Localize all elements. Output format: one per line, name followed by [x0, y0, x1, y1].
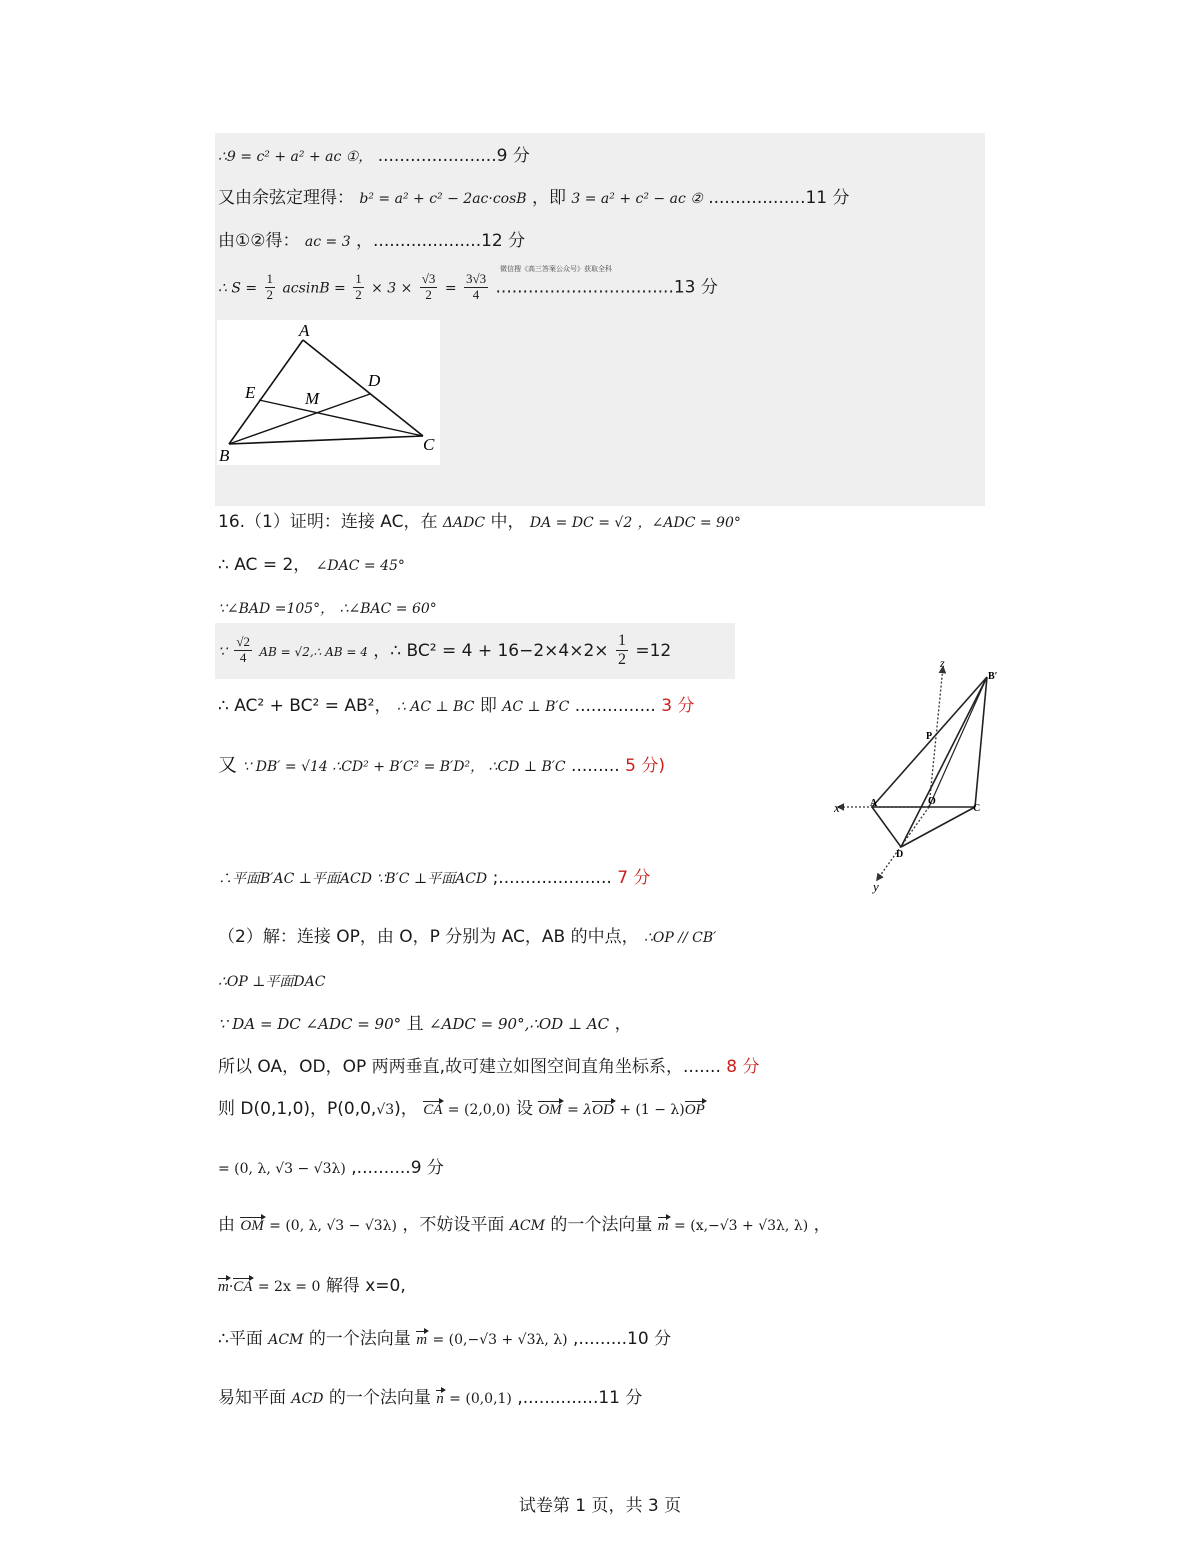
equation: = (2,0,0)	[447, 1102, 511, 1118]
q2-line-2	[218, 973, 325, 990]
q16-line-7	[218, 870, 650, 887]
label: 且	[406, 1014, 424, 1034]
label: 又	[218, 754, 238, 776]
watermark-text: 微信搜《高三答案公众号》获取全科	[500, 265, 612, 273]
label-E: E	[245, 383, 256, 402]
equation: ∴ AC² + BC² = AB²，	[218, 696, 392, 716]
edge-AB1	[872, 677, 987, 807]
label: 则 D(0,1,0)，P(0,0,	[218, 1099, 377, 1119]
label: 由①②得：	[218, 231, 300, 251]
fraction-half: $\frac{1}{2}$	[617, 632, 626, 669]
q2-line-4	[218, 1059, 760, 1076]
label: ，即	[531, 188, 566, 208]
equation: ∴ S =	[218, 280, 258, 297]
q2-line-7	[218, 1217, 831, 1234]
label-B: B	[219, 446, 230, 465]
score-dots: ,..........9 分	[351, 1158, 444, 1178]
label: 的一个法向量	[328, 1388, 431, 1408]
score-dots: ,..............11 分	[517, 1388, 643, 1408]
label: 所以 OA，OD，OP 两两垂直,故可建立如图空间直角坐标系，.......	[218, 1057, 721, 1077]
label: 易知平面	[218, 1388, 286, 1408]
line-12-points	[218, 233, 525, 250]
score-red: 5 分)	[625, 756, 665, 776]
score-dots: ，....................12 分	[356, 231, 526, 251]
score-red: 7 分	[617, 868, 651, 888]
equation: ，∠ADC = 90°	[637, 515, 741, 531]
label-z: z	[940, 656, 945, 670]
equation: ，∴ BC² = 4 + 16−2×4×2×	[373, 640, 609, 661]
edge-DC	[901, 807, 975, 847]
q2-line-5	[218, 1101, 705, 1118]
label: 解得 x=0,	[325, 1276, 406, 1296]
line-11-points	[218, 190, 850, 207]
plane-name: ACM	[268, 1332, 304, 1348]
score-dots: .........	[571, 756, 620, 776]
label: 由	[218, 1215, 235, 1235]
equation: ∴ AC ⊥ BC	[396, 699, 475, 715]
equation: = 2x = 0	[257, 1279, 321, 1295]
score-dots: ...............	[574, 696, 656, 716]
vector-CA: CA	[423, 1102, 443, 1118]
label-O: O	[928, 796, 936, 807]
equation: ·	[228, 1279, 234, 1295]
fraction-half: $\frac{1}{2}$	[266, 271, 274, 302]
vector-OP: OP	[684, 1102, 705, 1118]
label: ∴平面	[218, 1329, 263, 1349]
label: 的一个法向量	[308, 1329, 411, 1349]
score-dots: ;.....................	[492, 868, 612, 888]
vector-OD: OD	[592, 1102, 614, 1118]
score-dots: ..................11 分	[708, 188, 850, 208]
space-coordinate-figure	[832, 655, 1012, 895]
page-footer: 试卷第 1 页，共 3 页	[518, 1496, 682, 1516]
label-M: M	[305, 389, 320, 408]
segment-OB1	[929, 677, 987, 807]
vector-m: m	[218, 1279, 229, 1295]
vector-CA: CA	[233, 1279, 253, 1295]
q16-line-4	[218, 632, 671, 670]
label-x: x	[834, 800, 840, 815]
equation: AC ⊥ B′C	[502, 699, 570, 715]
equation: ac = 3	[304, 234, 351, 250]
score-red: 3 分	[661, 696, 695, 716]
equation: ΔADC	[442, 515, 486, 531]
label-A: A	[299, 321, 310, 340]
vector-m: m	[657, 1218, 669, 1234]
q2-line-1	[218, 929, 716, 946]
q16-line-2	[218, 557, 405, 574]
label: ，	[813, 1215, 831, 1235]
plane-name: ACD	[291, 1391, 324, 1407]
edge-DB1	[901, 677, 987, 847]
equation: ∵	[218, 643, 227, 660]
label-C: C	[973, 803, 981, 814]
q16-line-5	[218, 698, 694, 715]
fraction-sqrt2-over-4: $\frac{√2}{4}$	[236, 634, 250, 666]
equation: ∴9 = c² + a² + ac ①，	[218, 149, 373, 165]
vector-OM: OM	[240, 1218, 264, 1234]
equation: ∴OP ⊥平面DAC	[218, 974, 326, 990]
equation: =12	[635, 640, 672, 661]
label: ∴ AC = 2，	[218, 555, 311, 575]
q2-line-10	[218, 1390, 642, 1407]
line-13-points	[218, 272, 718, 303]
q2-line-3	[218, 1016, 632, 1033]
equation: =	[444, 280, 457, 297]
fraction-half: $\frac{1}{2}$	[355, 271, 362, 302]
equation: ∠ADC = 90°,∴OD ⊥ AC	[428, 1015, 610, 1033]
plane-name: ACM	[509, 1218, 545, 1234]
fraction-3sqrt3-over-4: $\frac{3√3}{4}$	[465, 271, 487, 302]
equation: = (x,−√3 + √3λ, λ)	[674, 1218, 809, 1234]
label-D: D	[368, 371, 381, 390]
label: 16.（1）证明：连接 AC，在	[218, 512, 438, 532]
label-B-prime: B′	[988, 671, 998, 682]
label-A: A	[870, 798, 878, 809]
score-dots: ......................9 分	[377, 146, 530, 166]
score-dots: ,.........10 分	[573, 1329, 672, 1349]
label: 即	[479, 696, 497, 716]
label-y: y	[873, 879, 879, 894]
equation: ∠DAC = 45°	[315, 558, 405, 574]
equation: = (0,0,1)	[449, 1391, 512, 1407]
triangle-figure	[217, 320, 440, 465]
q2-line-6	[218, 1160, 444, 1177]
equation: ∵ DA = DC ∠ADC = 90°	[218, 1015, 402, 1033]
vector-n: n	[436, 1391, 444, 1407]
equation: = (0, λ, √3 − √3λ)	[269, 1218, 397, 1234]
q16-line-1	[218, 514, 741, 531]
score-dots: .................................13 分	[495, 277, 718, 298]
equation: ∴平面B′AC ⊥平面ACD ∵B′C ⊥平面ACD	[218, 871, 488, 887]
score-red: 8 分	[726, 1057, 760, 1077]
q2-line-9	[218, 1331, 671, 1348]
equation: DA = DC = √2	[529, 515, 633, 531]
line-9-points	[218, 148, 530, 165]
equation: ∴OP // CB′	[644, 930, 717, 946]
edge-AD	[872, 807, 901, 847]
equation: √3	[376, 1102, 395, 1118]
equation: 3 = a² + c² − ac ②	[571, 191, 703, 207]
q2-line-8	[218, 1278, 406, 1295]
equation: ∴∠BAC = 60°	[339, 601, 437, 617]
equation: = λ	[567, 1102, 593, 1118]
equation: = (0,−√3 + √3λ, λ)	[432, 1332, 568, 1348]
equation: acsinB =	[282, 280, 346, 297]
label: )，	[394, 1099, 418, 1119]
label: 中，	[490, 512, 525, 532]
q16-line-3	[218, 600, 437, 617]
label-D: D	[896, 849, 904, 860]
equation: AB = √2,∴ AB = 4	[259, 644, 368, 659]
label: ，	[614, 1014, 632, 1034]
label: （2）解：连接 OP，由 O，P 分别为 AC，AB 的中点，	[218, 927, 639, 947]
label-P: P	[926, 731, 933, 742]
label: 又由余弦定理得：	[218, 188, 354, 208]
equation: = (0, λ, √3 − √3λ)	[218, 1161, 346, 1177]
equation: b² = a² + c² − 2ac·cosB	[359, 191, 527, 207]
label: ，不妨设平面	[402, 1215, 505, 1235]
equation: ∵ DB′ = √14 ∴CD² + B′C² = B′D²， ∴CD ⊥ B′C	[242, 759, 566, 775]
fraction-sqrt3-over-2: $\frac{√3}{2}$	[421, 271, 436, 302]
label-C: C	[423, 435, 435, 454]
label: 的一个法向量	[550, 1215, 653, 1235]
equation: ∵∠BAD =105°，	[218, 601, 335, 617]
equation: + (1 − λ)	[619, 1102, 685, 1118]
q16-line-6	[218, 756, 665, 775]
equation: × 3 ×	[371, 280, 413, 297]
label: 设	[515, 1099, 533, 1119]
vector-m: m	[416, 1332, 428, 1348]
vector-OM: OM	[538, 1102, 562, 1118]
